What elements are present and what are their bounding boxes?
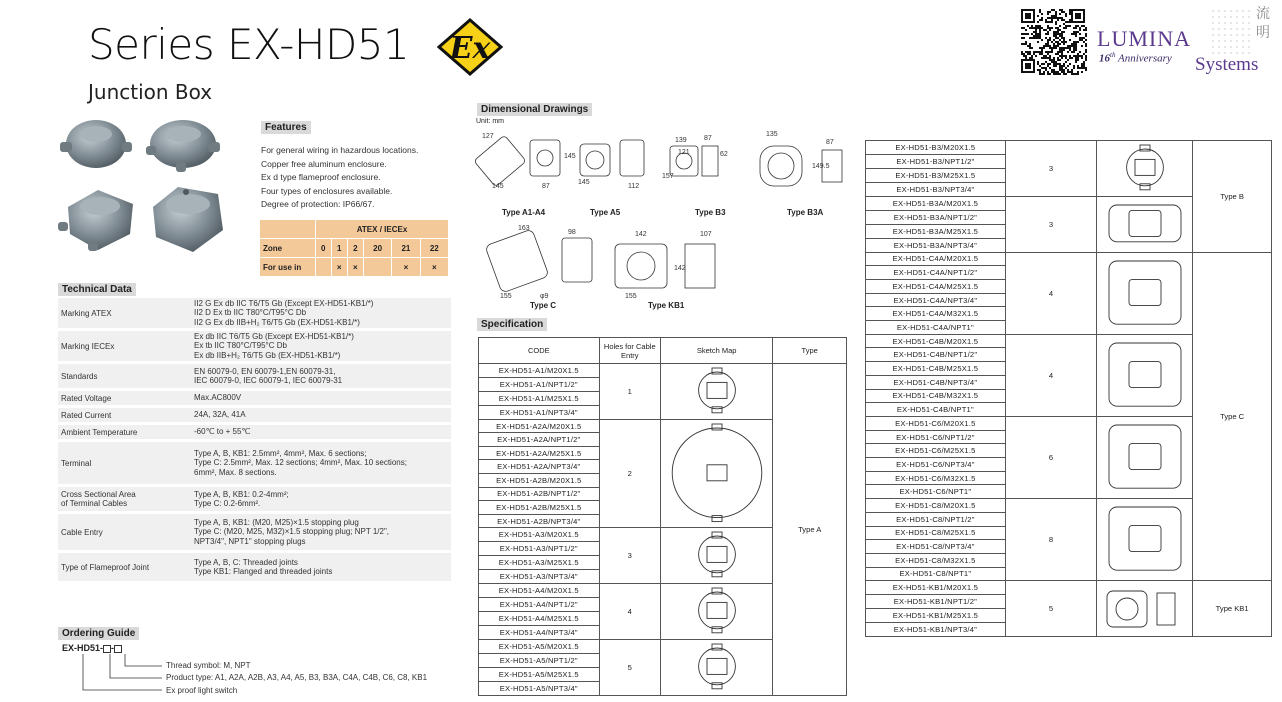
spec-code-cell: EX-HD51-B3/M20X1.5 [866,141,1006,155]
tech-value: Max.AC800V [194,393,242,403]
use-cell: × [392,258,420,277]
dim-type-label: Type KB1 [648,301,685,310]
spec-sketch-cell [660,584,772,640]
tech-row [58,487,451,511]
features-list [261,144,418,212]
dim-type-label: Type B3 [695,208,726,217]
zone-cell: 21 [392,239,420,258]
spec-code-cell: EX-HD51-B3/M25X1.5 [866,168,1006,182]
brand-systems: Systems [1195,54,1259,75]
spec-holes-cell: 3 [1005,141,1097,197]
spec-sketch-cell [1097,499,1193,581]
spec-code-cell: EX-HD51-C4A/M32X1.5 [866,307,1006,321]
spec-code-cell: EX-HD51-A4/NPT3/4" [479,626,600,640]
dim-type-label: Type B3A [787,208,824,217]
tech-row [58,442,451,484]
sketch-map-icon [666,422,768,524]
spec-code-cell: EX-HD51-C4A/M20X1.5 [866,252,1006,266]
use-cell: × [347,258,363,277]
spec-code-cell: EX-HD51-C6/NPT1" [866,485,1006,499]
spec-code-cell: EX-HD51-A3/NPT3/4" [479,570,600,584]
dimensional-drawings-label: Dimensional Drawings [477,103,592,116]
spec-code-cell: EX-HD51-A5/NPT3/4" [479,681,600,695]
spec-code-cell: EX-HD51-A2B/NPT1/2" [479,487,600,501]
dimensional-unit: Unit: mm [476,118,504,125]
zone-cell: 22 [420,239,448,258]
spec-code-cell: EX-HD51-KB1/M25X1.5 [866,609,1006,623]
spec-sketch-cell [1097,252,1193,334]
spec-code-cell: EX-HD51-C4B/M25X1.5 [866,362,1006,376]
spec-code-cell: EX-HD51-C8/NPT3/4" [866,540,1006,554]
spec-sketch-cell [660,364,772,420]
sketch-map-icon [666,366,768,415]
dimension-value: 98 [568,229,576,236]
spec-code-cell: EX-HD51-B3/NPT3/4" [866,182,1006,196]
tech-row [58,298,451,328]
atex-zone-table [259,219,449,277]
tech-key: Rated Voltage [61,393,112,403]
dimension-value: 62 [720,151,728,158]
spec-code-cell: EX-HD51-C4A/NPT3/4" [866,293,1006,307]
spec-type-cell: Type C [1193,252,1272,581]
spec-code-cell: EX-HD51-A2A/M20X1.5 [479,419,600,433]
tech-row [58,364,451,388]
spec-code-cell: EX-HD51-C6/M32X1.5 [866,471,1006,485]
spec-holes-cell: 6 [1005,416,1097,498]
spec-code-cell: EX-HD51-KB1/M20X1.5 [866,581,1006,595]
dimension-value: 155 [625,293,637,300]
ordering-connector-lines [58,640,458,700]
use-label: For use in [260,258,316,277]
spec-header-cell: Sketch Map [660,338,772,364]
technical-data-label: Technical Data [58,283,136,296]
spec-sketch-cell [1097,141,1193,197]
product-photo-b [146,120,220,172]
tech-value: 24A, 32A, 41A [194,410,246,420]
spec-code-cell: EX-HD51-A2B/NPT3/4" [479,514,600,528]
spec-code-cell: EX-HD51-C6/M25X1.5 [866,444,1006,458]
feature-item: For general wiring in hazardous locations. [261,145,419,155]
spec-code-cell: EX-HD51-C8/M25X1.5 [866,526,1006,540]
zone-cell: 1 [331,239,347,258]
dimension-value: 155 [500,293,512,300]
spec-holes-cell: 5 [599,639,660,695]
spec-code-cell: EX-HD51-A1/NPT3/4" [479,405,600,419]
dimension-value: 145 [492,183,504,190]
anniversary-tag: 16th Anniversary [1099,51,1172,65]
tech-key: Terminal [61,458,92,468]
qr-code-icon [1021,9,1087,75]
spec-holes-cell: 5 [1005,581,1097,637]
spec-sketch-cell [660,419,772,528]
tech-row [58,408,451,422]
spec-code-cell: EX-HD51-A5/M20X1.5 [479,639,600,653]
spec-code-cell: EX-HD51-A2A/NPT1/2" [479,433,600,447]
use-cell [363,258,391,277]
zone-label: Zone [260,239,316,258]
spec-code-cell: EX-HD51-C4A/NPT1/2" [866,266,1006,280]
spec-header-cell: Holes for Cable Entry [599,338,660,364]
tech-key: Ambient Temperature [61,427,138,437]
spec-header-cell: CODE [479,338,600,364]
spec-code-cell: EX-HD51-C8/NPT1/2" [866,512,1006,526]
spec-code-cell: EX-HD51-A1/NPT1/2" [479,377,600,391]
spec-code-cell: EX-HD51-C6/NPT3/4" [866,458,1006,472]
atex-header: ATEX / IECEx [316,220,449,239]
sketch-map-icon [1101,199,1189,248]
spec-sketch-cell [1097,196,1193,252]
features-label: Features [261,121,311,134]
brand-name: LUMINA [1097,26,1191,51]
spec-code-cell: EX-HD51-C4B/NPT3/4" [866,375,1006,389]
tech-row [58,331,451,361]
spec-code-cell: EX-HD51-A3/NPT1/2" [479,542,600,556]
spec-holes-cell: 3 [599,528,660,584]
spec-code-cell: EX-HD51-KB1/NPT1/2" [866,595,1006,609]
spec-holes-cell: 4 [599,584,660,640]
sketch-map-icon [1101,143,1189,192]
spec-code-cell: EX-HD51-C4B/M32X1.5 [866,389,1006,403]
tech-key: Type of Flameproof Joint [61,562,150,572]
tech-row [58,553,451,581]
spec-code-cell: EX-HD51-C8/M32X1.5 [866,553,1006,567]
tech-row [58,425,451,439]
page-title: Series EX-HD51 [88,20,410,69]
dimension-value: 87 [704,135,712,142]
tech-key: Standards [61,371,98,381]
spec-type-cell: Type B [1193,141,1272,253]
dimension-value: 157 [662,173,674,180]
dimension-value: 139 [675,137,687,144]
ordering-guide-label: Ordering Guide [58,627,139,640]
spec-holes-cell: 3 [1005,196,1097,252]
feature-item: Four types of enclosures available. [261,185,393,196]
tech-key: Cross Sectional Area of Terminal Cables [61,490,136,508]
spec-holes-cell: 1 [599,364,660,420]
dimension-value: 107 [700,231,712,238]
spec-code-cell: EX-HD51-C6/NPT1/2" [866,430,1006,444]
feature-item: Degree of protection: IP66/67. [261,199,375,209]
spec-code-cell: EX-HD51-A2A/NPT3/4" [479,460,600,474]
ordering-note: Ex proof light switch [166,686,238,695]
logo-dot-pattern [1210,8,1254,54]
spec-holes-cell: 4 [1005,252,1097,334]
brand-chinese: 流明 [1256,6,1270,41]
tech-row [58,514,451,550]
spec-type-cell: Type KB1 [1193,581,1272,637]
tech-value: Type A, B, KB1: (M20, M25)×1.5 stopping plug Type C: (M20, M25, M32)×1.5 stopping plug; NPT 1/2", NPT3/4", NPT1" stopping plugs [194,517,390,546]
spec-code-cell: EX-HD51-B3A/M20X1.5 [866,196,1006,210]
dimension-value: 163 [518,225,530,232]
sketch-map-icon [666,530,768,579]
spec-code-cell: EX-HD51-A1/M25X1.5 [479,391,600,405]
dimensional-drawings [470,126,850,314]
dimension-value: 112 [628,183,640,190]
spec-sketch-cell [1097,581,1193,637]
tech-value: II2 G Ex db IIC T6/T5 Gb (Except EX-HD51-KB1/*) II2 D Ex tb IIC T80°C/T95°C Db II2 G Ex db IIB+H₂ T6/T5 Gb (EX-HD51-KB1/*) [194,298,374,327]
ex-atex-logo-icon [437,18,503,76]
spec-code-cell: EX-HD51-B3A/NPT1/2" [866,210,1006,224]
dimension-value: 142 [674,265,686,272]
spec-code-cell: EX-HD51-A5/NPT1/2" [479,653,600,667]
tech-row [58,391,451,405]
spec-code-cell: EX-HD51-C8/M20X1.5 [866,499,1006,513]
spec-sketch-cell [1097,416,1193,498]
tech-key: Marking IECEx [61,341,115,351]
sketch-map-icon [1101,501,1189,576]
dimension-value: 87 [826,139,834,146]
tech-key: Rated Current [61,410,112,420]
spec-code-cell: EX-HD51-B3/NPT1/2" [866,154,1006,168]
spec-code-cell: EX-HD51-A4/NPT1/2" [479,598,600,612]
tech-key: Cable Entry [61,527,103,537]
spec-code-cell: EX-HD51-A4/M20X1.5 [479,584,600,598]
spec-code-cell: EX-HD51-A2B/M20X1.5 [479,474,600,488]
sketch-map-icon [1101,419,1189,494]
svg-text:Ex: Ex [449,31,491,66]
dimension-value: φ9 [540,293,549,300]
spec-code-cell: EX-HD51-B3A/M25X1.5 [866,224,1006,238]
spec-holes-cell: 2 [599,419,660,528]
spec-header-cell: Type [773,338,847,364]
sketch-map-icon [666,642,768,691]
spec-code-cell: EX-HD51-B3A/NPT3/4" [866,238,1006,252]
spec-code-cell: EX-HD51-KB1/NPT3/4" [866,623,1006,637]
spec-holes-cell: 8 [1005,499,1097,581]
spec-code-cell: EX-HD51-C4B/NPT1/2" [866,348,1006,362]
ordering-code: EX-HD51- - [62,643,122,653]
spec-code-cell: EX-HD51-A2B/M25X1.5 [479,501,600,515]
product-photo-c [58,190,133,251]
sketch-map-icon [666,586,768,635]
dim-type-label: Type A5 [590,208,621,217]
spec-code-cell: EX-HD51-C8/NPT1" [866,567,1006,581]
spec-sketch-cell [660,528,772,584]
specification-label: Specification [477,318,547,331]
feature-item: Ex d type flameproof enclosure. [261,172,381,182]
spec-code-cell: EX-HD51-A2A/M25X1.5 [479,446,600,460]
dimension-value: 135 [766,131,778,138]
zone-cell: 0 [316,239,332,258]
spec-sketch-cell [660,639,772,695]
product-photo-d [153,187,223,252]
use-cell: × [420,258,448,277]
dim-type-label: Type A1-A4 [502,208,546,217]
spec-code-cell: EX-HD51-C4B/M20X1.5 [866,334,1006,348]
spec-type-cell: Type A [773,364,847,696]
ordering-note: Product type: A1, A2A, A2B, A3, A4, A5, B3, B3A, C4A, C4B, C6, C8, KB1 [166,673,428,682]
spec-table-right [865,140,1272,637]
spec-code-cell: EX-HD51-C4B/NPT1" [866,403,1006,417]
spec-code-cell: EX-HD51-A3/M20X1.5 [479,528,600,542]
spec-code-cell: EX-HD51-C4A/M25X1.5 [866,279,1006,293]
page-subtitle: Junction Box [88,80,213,104]
zone-cell: 2 [347,239,363,258]
spec-code-cell: EX-HD51-A4/M25X1.5 [479,612,600,626]
sketch-map-icon [1101,255,1189,330]
spec-code-cell: EX-HD51-C4A/NPT1" [866,321,1006,335]
spec-table-left [478,337,847,696]
tech-key: Marking ATEX [61,308,112,318]
spec-code-cell: EX-HD51-A3/M25X1.5 [479,556,600,570]
dimension-value: 145 [564,153,576,160]
sketch-map-icon [1101,337,1189,412]
tech-value: Type A, B, KB1: 0.2-4mm²; Type C: 0.2-6mm². [194,489,289,508]
spec-sketch-cell [1097,334,1193,416]
sketch-map-icon [1101,583,1189,632]
dimension-value: 121 [678,149,690,156]
use-cell: × [331,258,347,277]
tech-value: EN 60079-0, EN 60079-1,EN 60079-31, IEC 60079-0, IEC 60079-1, IEC 60079-31 [194,366,343,385]
dimension-value: 149.5 [812,163,830,170]
spec-code-cell: EX-HD51-A5/M25X1.5 [479,667,600,681]
dimension-value: 145 [578,179,590,186]
dimension-value: 127 [482,133,494,140]
dim-type-label: Type C [530,301,557,310]
dimension-value: 87 [542,183,550,190]
technical-data-table [58,298,451,584]
ordering-note: Thread symbol: M, NPT [166,661,251,670]
feature-item: Copper free aluminum enclosure. [261,158,387,169]
spec-holes-cell: 4 [1005,334,1097,416]
dimension-value: 142 [635,231,647,238]
tech-value: Type A, B, C: Threaded joints Type KB1: Flanged and threaded joints [194,557,333,576]
zone-cell: 20 [363,239,391,258]
tech-value: Ex db IIC T6/T5 Gb (Except EX-HD51-KB1/*) Ex tb IIC T80°C/T95°C Db Ex db IIB+H₂ T6/T5 Gb (EX-HD51-KB1/*) [194,331,354,360]
tech-value: Type A, B, KB1: 2.5mm², 4mm², Max. 6 sections; Type C: 2.5mm², Max. 12 sections; 4mm², Max. 10 sections; 6mm², Max. 8 sections. [194,448,407,477]
product-photos [58,112,248,257]
use-cell [316,258,332,277]
tech-value: -60℃ to + 55℃ [194,427,251,437]
spec-code-cell: EX-HD51-A1/M20X1.5 [479,364,600,378]
spec-code-cell: EX-HD51-C6/M20X1.5 [866,416,1006,430]
product-photo-a [60,120,132,168]
